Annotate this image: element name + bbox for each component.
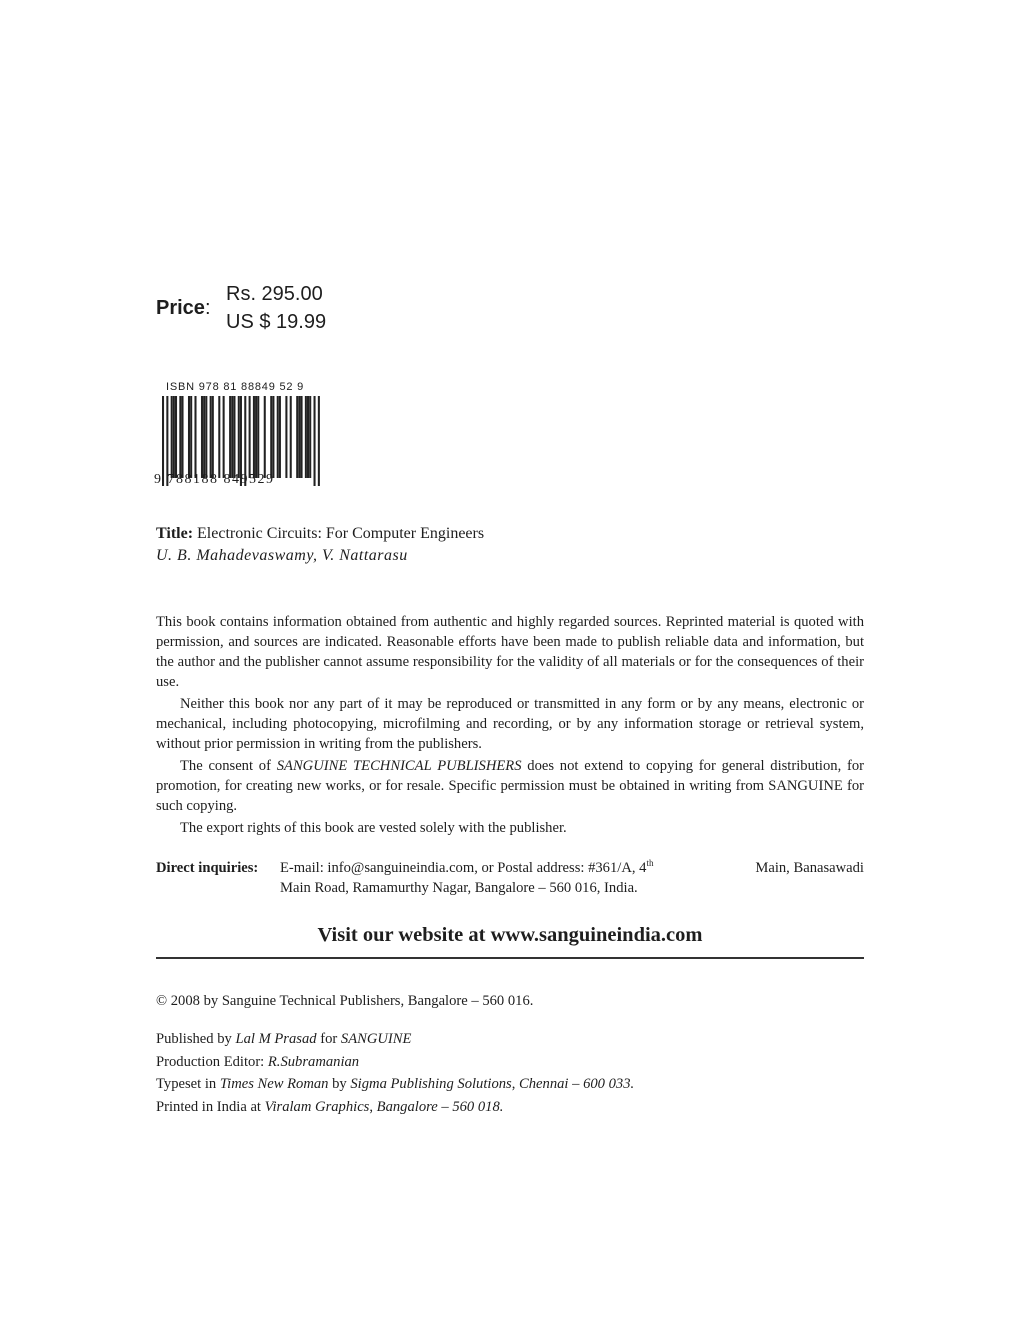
- barcode-bar: [318, 396, 320, 486]
- barcode-bar: [255, 396, 257, 478]
- barcode-bar: [203, 396, 205, 478]
- book-title-text: Electronic Circuits: For Computer Engineers: [197, 525, 485, 542]
- barcode-bar: [264, 396, 266, 478]
- barcode-bar: [296, 396, 298, 478]
- barcode-bar: [179, 396, 181, 478]
- barcode-bar: [210, 396, 212, 478]
- barcode-bar: [314, 396, 316, 486]
- isbn-digits: 9 788188 849529: [154, 472, 275, 487]
- barcode-bar: [229, 396, 231, 478]
- barcode-bar: [307, 396, 309, 478]
- barcode-bar: [285, 396, 287, 478]
- barcode-bar: [205, 396, 207, 478]
- price-usd: US $ 19.99: [226, 311, 327, 333]
- price-label: Price:: [156, 297, 211, 319]
- barcode-bar: [171, 396, 173, 478]
- barcode-bar: [190, 396, 192, 478]
- barcode-bar: [175, 396, 177, 478]
- barcode-bar: [218, 396, 220, 478]
- copyright-notice: [156, 612, 864, 840]
- barcode-bar: [212, 396, 214, 478]
- published-by: Published by Lal M Prasad for SANGUINE: [156, 1031, 412, 1047]
- barcode-bar: [238, 396, 240, 478]
- barcode-bar: [249, 396, 251, 478]
- barcode-bar: [188, 396, 190, 478]
- barcode-bar: [173, 396, 175, 478]
- barcode-bar: [194, 396, 196, 478]
- typeset-info: Typeset in Times New Roman by Sigma Publishing Solutions, Chennai – 600 033.: [156, 1076, 635, 1092]
- notice-paragraph-2: Neither this book nor any part of it may be reproduced or transmitted in any form or by any means, electronic or mechanical, including photocopying, microfilming and recording, or by any information storage or retrieval system, without prior permission in writing from the publishers.: [156, 696, 864, 752]
- book-authors: U. B. Mahadevaswamy, V. Nattarasu: [156, 547, 408, 564]
- barcode-bar: [223, 396, 225, 478]
- title-block: [156, 523, 856, 567]
- isbn-barcode: [154, 381, 324, 491]
- notice-paragraph-4: The export rights of this book are vested solely with the publisher.: [180, 820, 567, 836]
- price-block: [156, 283, 416, 343]
- barcode-bar: [272, 396, 274, 478]
- barcode-bar: [279, 396, 281, 478]
- website-line: Visit our website at www.sanguineindia.com: [317, 924, 703, 946]
- printed-info: Printed in India at Viralam Graphics, Bangalore – 560 018.: [156, 1098, 504, 1115]
- book-title: Title: Electronic Circuits: For Computer Engineers: [156, 525, 485, 542]
- barcode-bar: [257, 396, 259, 478]
- barcode-bar: [277, 396, 279, 478]
- barcode-bar: [290, 396, 292, 478]
- price-inr: Rs. 295.00: [226, 283, 323, 305]
- notice-paragraph-3: The consent of SANGUINE TECHNICAL PUBLISHERS does not extend to copying for general distribution, for promotion, for creating new works, or for resale. Specific permission must be obtained in writing from SANGUINE for such copying.: [156, 758, 865, 814]
- isbn-label: ISBN 978 81 88849 52 9: [166, 381, 305, 393]
- copyright-line: © 2008 by Sanguine Technical Publishers, Bangalore – 560 016.: [156, 993, 534, 1009]
- barcode-bar: [253, 396, 255, 478]
- production-editor: Production Editor: R.Subramanian: [156, 1053, 360, 1070]
- divider: [156, 957, 864, 959]
- inquiries-text: E-mail: info@sanguineindia.com, or Postal address: #361/A, 4th Main, Banasawadi Main Road, Ramamurthy Nagar, Bangalore – 560 016, India.: [280, 858, 864, 896]
- barcode-bar: [298, 396, 300, 478]
- notice-paragraph-1: This book contains information obtained from authentic and highly regarded sources. Reprinted material is quoted with permission, and sources are indicated. Reasonable efforts have been made to publish reliable data and information, but the author and the publisher cannot assume responsibility for the validity of all materials or for the consequences of their use.: [156, 614, 864, 690]
- barcode-bar: [181, 396, 183, 478]
- barcode-bar: [201, 396, 203, 478]
- publisher-name: SANGUINE TECHNICAL PUBLISHERS: [276, 758, 522, 774]
- barcode-bar: [233, 396, 235, 478]
- barcode-bar: [270, 396, 272, 478]
- inquiries-label: Direct inquiries:: [156, 860, 259, 876]
- barcode-bar: [301, 396, 303, 478]
- barcode-bar: [305, 396, 307, 478]
- barcode-bar: [231, 396, 233, 478]
- credits: [156, 1028, 634, 1118]
- barcode-bar: [309, 396, 311, 478]
